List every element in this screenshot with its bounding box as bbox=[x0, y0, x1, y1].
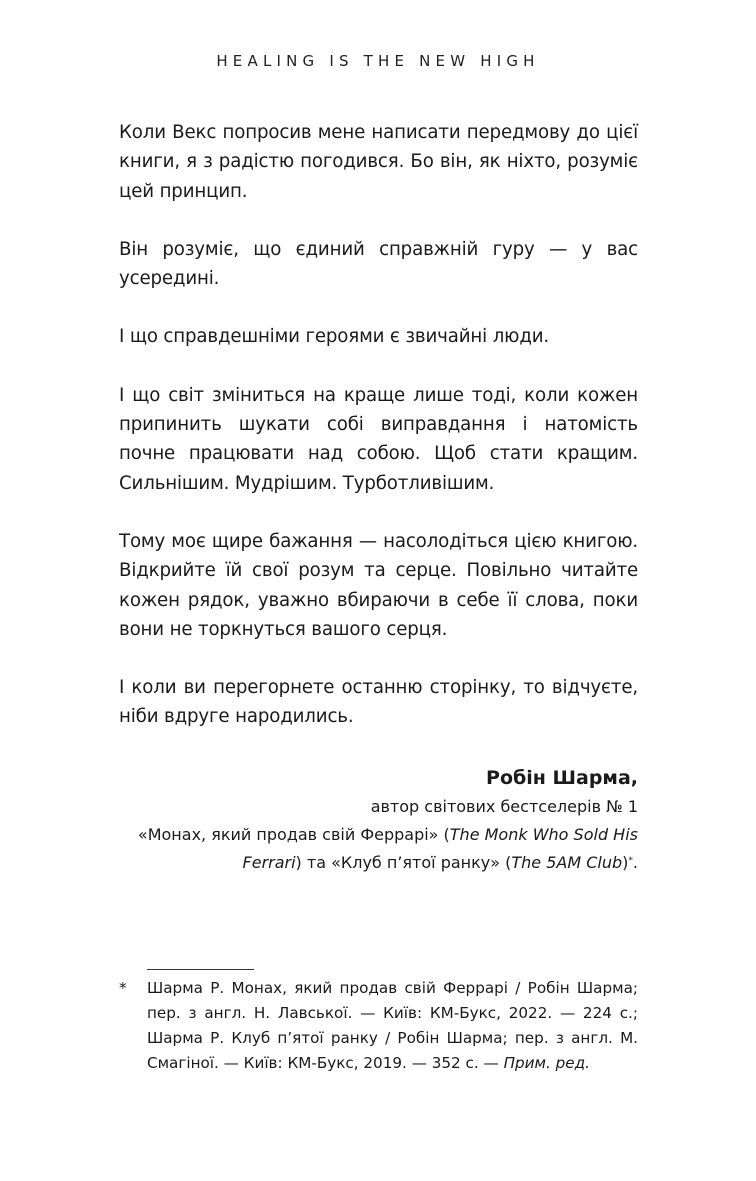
book-title-en: The Monk Who Sold His bbox=[449, 825, 638, 844]
paragraph: І коли ви перегорнете останню сторінку, то відчуєте, ніби вдруге народились. bbox=[119, 677, 638, 728]
book-title-en: The 5AM Club bbox=[511, 853, 623, 872]
author-signature bbox=[119, 763, 638, 877]
footnote-text bbox=[147, 976, 638, 1076]
paragraph: Коли Векс попросив мене написати передмову до цієї книги, я з радістю погодився. Бо він, як ніхто, розуміє цей принцип. bbox=[119, 122, 638, 202]
paragraph: Тому моє щире бажання — насолодіться цією книгою. Відкрийте їй свої розум та серце. Повільно читайте кожен рядок, уважно вбираючи в себе її слова, поки вони не торкнуться вашого серця. bbox=[119, 530, 638, 640]
footnote-divider bbox=[147, 969, 254, 970]
footnote-citation: Шарма Р. Монах, який продав свій Феррарі / Робін Шарма; пер. з англ. Н. Лавської. — Київ: КМ-Букс, 2022. — 224 с.; Шарма Р. Клуб п’ятої ранку / Робін Шарма; пер. з англ. М. Смагіної. — Київ: КМ-Букс, 2019. — 352 с. — bbox=[147, 979, 638, 1072]
paragraph: Він розуміє, що єдиний справжній гуру — у вас усередині. bbox=[119, 238, 638, 290]
author-credentials: автор світових бестселерів № 1 bbox=[370, 797, 638, 816]
book-title-en: Ferrari bbox=[242, 853, 296, 872]
foreword-body bbox=[119, 118, 638, 761]
book-title-ua: «Монах, який продав свій Феррарі» ( bbox=[137, 825, 450, 844]
author-books-line bbox=[119, 849, 638, 877]
running-head: HEALING IS THE NEW HIGH bbox=[216, 52, 540, 70]
footnote-mark: * bbox=[119, 979, 127, 997]
author-name: Робін Шарма, bbox=[486, 767, 638, 789]
footnote bbox=[119, 976, 638, 1076]
author-books-line bbox=[119, 821, 638, 849]
footnote-ref[interactable]: * bbox=[628, 856, 633, 866]
paragraph: І що справдешніми героями є звичайні люди. bbox=[119, 326, 550, 348]
paren: ) bbox=[622, 853, 629, 872]
period: . bbox=[632, 853, 638, 872]
editor-note: Прим. ред. bbox=[503, 1054, 590, 1072]
book-title-ua: ) та «Клуб п’ятої ранку» ( bbox=[295, 853, 512, 872]
paragraph: І що світ зміниться на краще лише тоді, коли кожен припинить шукати собі виправдання і натомість почне працювати над собою. Щоб стати кращим. Сильнішим. Мудрішим. Турботливішим. bbox=[119, 384, 638, 494]
